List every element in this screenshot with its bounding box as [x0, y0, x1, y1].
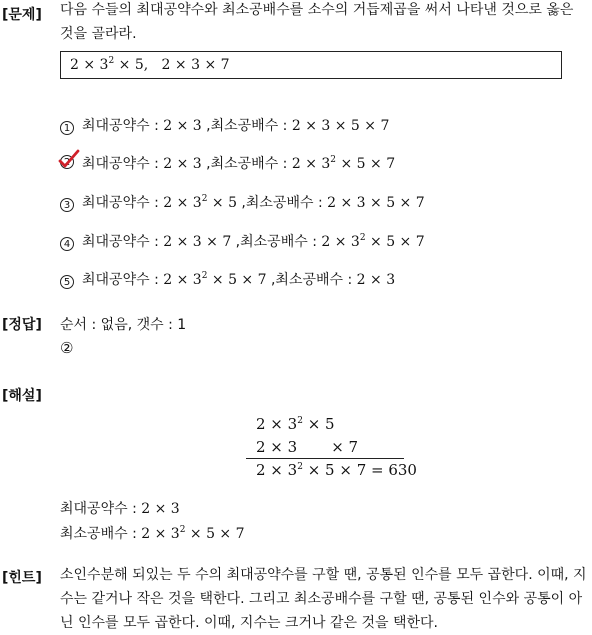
calc-row-2-base: 2 × 3	[256, 438, 298, 456]
answer-value: ②	[60, 339, 74, 357]
lcm-value: 2 × 3	[321, 234, 360, 250]
gcd-label: 최대공약수 :	[82, 234, 164, 250]
gcd-label: 최대공약수 :	[82, 272, 164, 288]
gcd-value: 2 × 3 × 7	[163, 234, 232, 250]
calc-row-1-exponent: 2	[297, 416, 303, 426]
explanation-gcd-label: 최대공약수 :	[60, 501, 142, 517]
calc-result-tail: × 5 × 7 = 630	[302, 461, 417, 479]
choice-1[interactable]	[60, 115, 389, 135]
expr-a-exponent: 2	[108, 56, 115, 66]
calc-result-exponent: 2	[297, 462, 303, 472]
explanation-lcm-exponent: 2	[179, 525, 186, 535]
expr-b: 2 × 3 × 7	[161, 57, 230, 73]
check-mark-icon	[58, 149, 80, 169]
explanation-lcm-value: 2 × 3	[141, 526, 180, 542]
gcd-label: 최대공약수 :	[82, 156, 164, 172]
choice-number-checked	[60, 155, 74, 169]
lcm-label: ,최소공배수 :	[231, 234, 322, 250]
choice-4[interactable]	[60, 231, 425, 251]
calc-result-row	[256, 461, 417, 479]
lcm-exponent: 2	[359, 233, 366, 243]
explanation-gcd-value: 2 × 3	[141, 501, 180, 517]
choice-number: 3	[60, 198, 74, 212]
lcm-value: 2 × 3	[291, 156, 331, 172]
gcd-value: 2 × 3	[163, 272, 202, 288]
calc-row-1-tail: × 5	[302, 415, 335, 433]
gcd-value: 2 × 3	[163, 156, 202, 172]
lcm-value: 2 × 3 × 5 × 7	[291, 118, 390, 134]
calc-row-2	[256, 438, 358, 456]
explanation-gcd	[60, 498, 180, 518]
given-numbers	[70, 57, 230, 73]
lcm-label: ,최소공배수 :	[236, 195, 328, 211]
calc-result-base: 2 × 3	[256, 461, 298, 479]
gcd-value: 2 × 3	[163, 118, 202, 134]
choice-number: 5	[60, 275, 74, 289]
gcd-tail: × 5 × 7	[207, 272, 267, 288]
lcm-label: ,최소공배수 :	[266, 272, 357, 288]
explanation-lcm-tail: × 5 × 7	[185, 526, 245, 542]
lcm-value: 2 × 3	[356, 272, 396, 288]
choice-3[interactable]	[60, 192, 425, 212]
answer-label: [정답]	[2, 317, 42, 333]
gcd-value: 2 × 3	[163, 195, 202, 211]
choice-number: 4	[60, 237, 74, 251]
hint-label: [힌트]	[2, 570, 42, 586]
gcd-tail: × 5	[207, 195, 237, 211]
choice-2[interactable]	[60, 153, 395, 173]
choice-5[interactable]	[60, 269, 395, 289]
problem-label: [문제]	[2, 7, 42, 23]
lcm-tail: × 5 × 7	[365, 234, 425, 250]
calc-row-2-tail: × 7	[331, 438, 359, 456]
lcm-label: ,최소공배수 :	[201, 156, 292, 172]
calc-row-1	[256, 415, 335, 433]
answer-order-count: 순서 : 없음, 갯수 : 1	[60, 317, 187, 333]
gcd-exponent: 2	[201, 271, 208, 281]
hint-text: 소인수분해 되있는 두 수의 최대공약수를 구할 땐, 공통된 인수를 모두 곱한다. 이때, 지수는 같거나 작은 것을 택한다. 그리고 최소공배수를 구할 땐, 공통된 인수와 공통이 아닌 인수를 모두 곱한다. 이때, 지수는 크거나 같은 것을 택한다.	[60, 567, 587, 631]
lcm-value: 2 × 3 × 5 × 7	[327, 195, 425, 211]
expr-a: 2 × 3	[70, 57, 109, 73]
calc-row-1-base: 2 × 3	[256, 415, 298, 433]
choice-number: 2	[60, 155, 74, 169]
choice-number: 1	[60, 121, 74, 135]
calc-divider	[246, 458, 404, 459]
expr-a-tail: × 5,	[114, 57, 149, 73]
lcm-exponent: 2	[330, 155, 337, 165]
lcm-label: ,최소공배수 :	[201, 118, 292, 134]
gcd-label: 최대공약수 :	[82, 195, 164, 211]
lcm-tail: × 5 × 7	[336, 156, 396, 172]
explanation-label: [해설]	[2, 388, 42, 404]
gcd-exponent: 2	[201, 194, 208, 204]
problem-text: 다음 수들의 최대공약수와 최소공배수를 소수의 거듭제곱을 써서 나타낸 것으로 옳은 것을 골라라.	[60, 2, 574, 42]
gcd-label: 최대공약수 :	[82, 118, 164, 134]
explanation-lcm-label: 최소공배수 :	[60, 526, 142, 542]
explanation-lcm	[60, 523, 245, 543]
